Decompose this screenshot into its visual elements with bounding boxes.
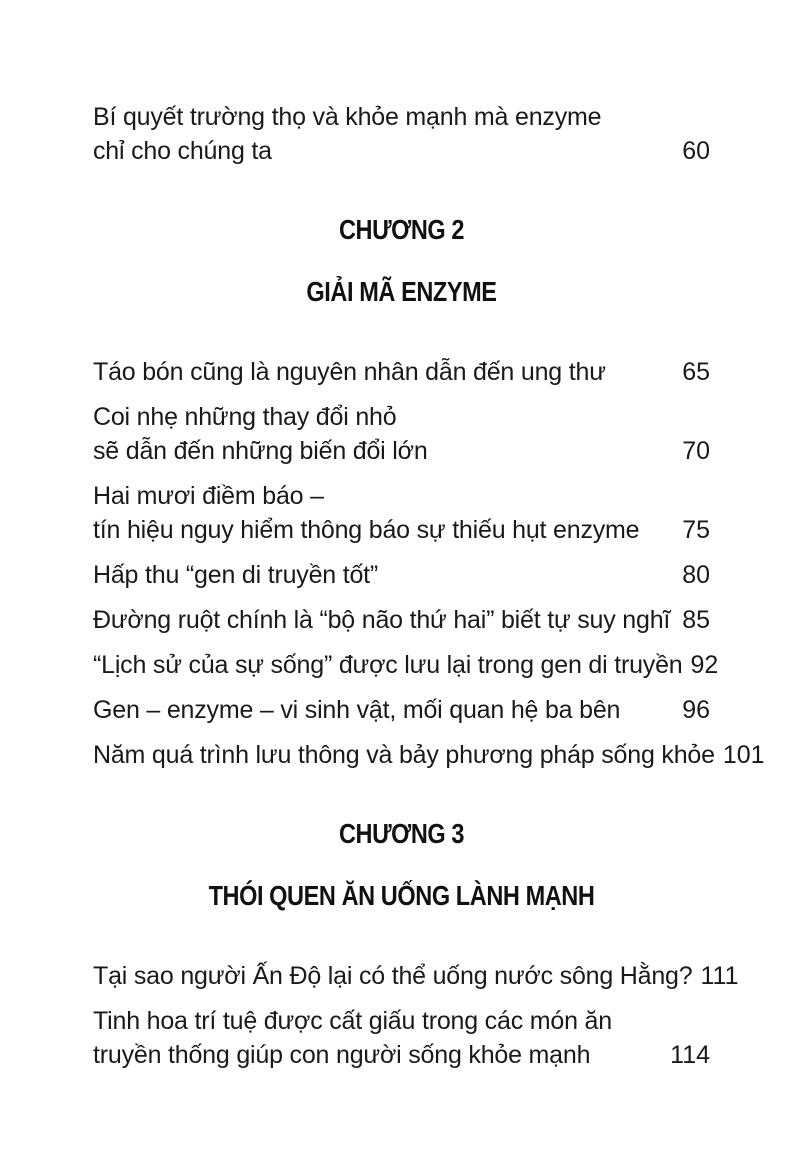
entry-line: Tinh hoa trí tuệ được cất giấu trong các món ăn [93, 1007, 612, 1035]
entry-title [93, 693, 674, 727]
entry-line: Tại sao người Ấn Độ lại có thể uống nước sông Hằng? [93, 962, 693, 990]
entry-title [93, 355, 674, 389]
toc-entry [93, 738, 765, 772]
entry-page-number: 101 [722, 741, 765, 769]
chapter-title: THÓI QUEN ĂN UỐNG LÀNH MẠNH [208, 880, 595, 911]
toc-entry [93, 959, 739, 993]
entry-page-number: 80 [682, 561, 710, 589]
toc-entry [93, 648, 719, 682]
entry-line: Đường ruột chính là “bộ não thứ hai” biết tự suy nghĩ [93, 606, 671, 634]
entry-line: sẽ dẫn đến những biến đổi lớn [93, 437, 428, 465]
entry-title [93, 400, 674, 468]
chapter-title: GIẢI MÃ ENZYME [306, 276, 497, 307]
entry-title [93, 1004, 662, 1072]
chapter-heading: CHƯƠNG 3 [338, 818, 465, 849]
entry-line: Bí quyết trường thọ và khỏe mạnh mà enzyme [93, 103, 602, 131]
entry-line: truyền thống giúp con người sống khỏe mạnh [93, 1041, 591, 1069]
chapter-heading: CHƯƠNG 2 [338, 214, 465, 245]
toc-entry [93, 1004, 710, 1072]
entry-line: tín hiệu nguy hiểm thông báo sự thiếu hụt enzyme [93, 516, 640, 544]
entry-line: “Lịch sử của sự sống” được lưu lại trong gen di truyền [93, 651, 683, 679]
entry-page-number: 60 [682, 137, 710, 165]
entry-title [93, 100, 674, 168]
entry-page-number: 114 [670, 1041, 710, 1069]
entry-title [93, 558, 674, 592]
entry-line: Gen – enzyme – vi sinh vật, mối quan hệ ba bên [93, 696, 621, 724]
entry-title [93, 648, 682, 682]
entry-page-number: 85 [682, 606, 710, 634]
entry-title [93, 479, 674, 547]
entry-page-number: 75 [682, 516, 710, 544]
entry-line: Năm quá trình lưu thông và bảy phương pháp sống khỏe [93, 741, 715, 769]
entry-page-number: 65 [682, 358, 710, 386]
toc-entry [93, 400, 710, 468]
toc-entry [93, 355, 710, 389]
entry-title [93, 738, 715, 772]
entry-page-number: 70 [682, 437, 710, 465]
entry-line: Hấp thu “gen di truyền tốt” [93, 561, 379, 589]
entry-line: chỉ cho chúng ta [93, 137, 272, 165]
toc-entry [93, 693, 710, 727]
entry-line: Táo bón cũng là nguyên nhân dẫn đến ung thư [93, 358, 606, 386]
toc-entry [93, 479, 710, 547]
entry-title [93, 959, 692, 993]
toc-entry [93, 558, 710, 592]
entry-page-number: 92 [690, 651, 719, 679]
entry-page-number: 96 [682, 696, 710, 724]
toc-entry [93, 100, 710, 168]
entry-line: Hai mươi điềm báo – [93, 482, 324, 510]
toc-entry [93, 603, 710, 637]
entry-title [93, 603, 674, 637]
entry-page-number: 111 [700, 962, 739, 990]
entry-line: Coi nhẹ những thay đổi nhỏ [93, 403, 397, 431]
